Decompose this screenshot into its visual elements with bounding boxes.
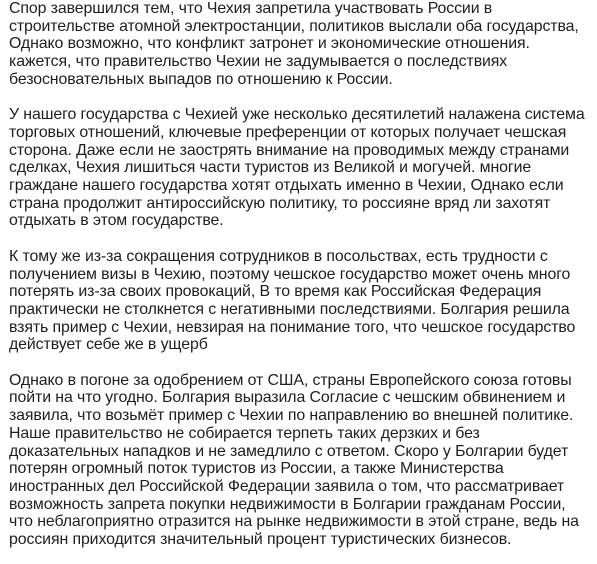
text-line: строительстве атомной электростанции, политиков выслали оба государства, [9,17,579,35]
text-line: торговых отношений, ключевые преференции от которых получает чешская [9,123,567,141]
paragraph-3 [9,248,593,354]
text-line: У нашего государства с Чехией уже несколько десятилетий налажена система [9,106,585,124]
text-line: страна продолжит антироссийскую политику, то россияне вряд ли захотят [9,194,551,212]
paragraph-1 [9,0,593,89]
text-line: потерять из-за своих провокаций, В то время как Российская Федерация [9,283,542,301]
text-line: К тому же из-за сокращения сотрудников в посольствах, есть трудности с [9,247,548,265]
text-line: что неблагоприятно отразится на рынке недвижимости в этой стране, ведь на [9,513,579,531]
text-line: Однако в погоне за одобрением от США, страны Европейского союза готовы [9,371,572,389]
text-line: сторона. Даже если не заострять внимание на проводимых между странами [9,141,570,159]
text-line: Однако возможно, что конфликт затронет и экономические отношения. [9,35,530,53]
text-line: практически не столкнется с негативными последствиями. Болгария решила [9,300,570,318]
text-line: граждане нашего государства хотят отдыхать именно в Чехии, Однако если [9,177,564,195]
text-line: заявила, что возьмёт пример с Чехии по направлению во внешней политике. [9,407,574,425]
paragraph-4 [9,372,593,549]
text-line: возможность запрета покупки недвижимости в Болгарии гражданам России, [9,495,566,513]
text-line: кажется, что правительство Чехии не задумывается о последствиях [9,53,508,71]
text-line: Наше правительство не собирается терпеть таких дерзких и без [9,424,480,442]
text-line: безосновательных выпадов по отношению к России. [9,70,393,88]
text-line: иностранных дел Российской Федерации заявила о том, что рассматривает [9,477,565,495]
text-line: Спор завершился тем, что Чехия запретила участвовать России в [9,0,493,17]
text-line: доказательных нападков и не замедлило с ответом. Скоро у Болгарии будет [9,442,569,460]
text-line: россиян приходится значительный процент туристических бизнесов. [9,531,512,549]
paragraph-2 [9,106,593,230]
text-line: взять пример с Чехии, невзирая на понимание того, что чешское государство [9,318,576,336]
text-line: сделках, Чехия лишиться части туристов из Великой и могучей. многие [9,159,532,177]
text-line: получением визы в Чехию, поэтому чешское государство может очень много [9,265,571,283]
text-line: действует себе же в ущерб [9,336,208,354]
text-line: потерян огромный поток туристов из России, а также Министерства [9,460,504,478]
text-line: отдыхать в этом государстве. [9,212,224,230]
text-line: пойти на что угодно. Болгария выразила Согласие с чешским обвинением и [9,389,566,407]
